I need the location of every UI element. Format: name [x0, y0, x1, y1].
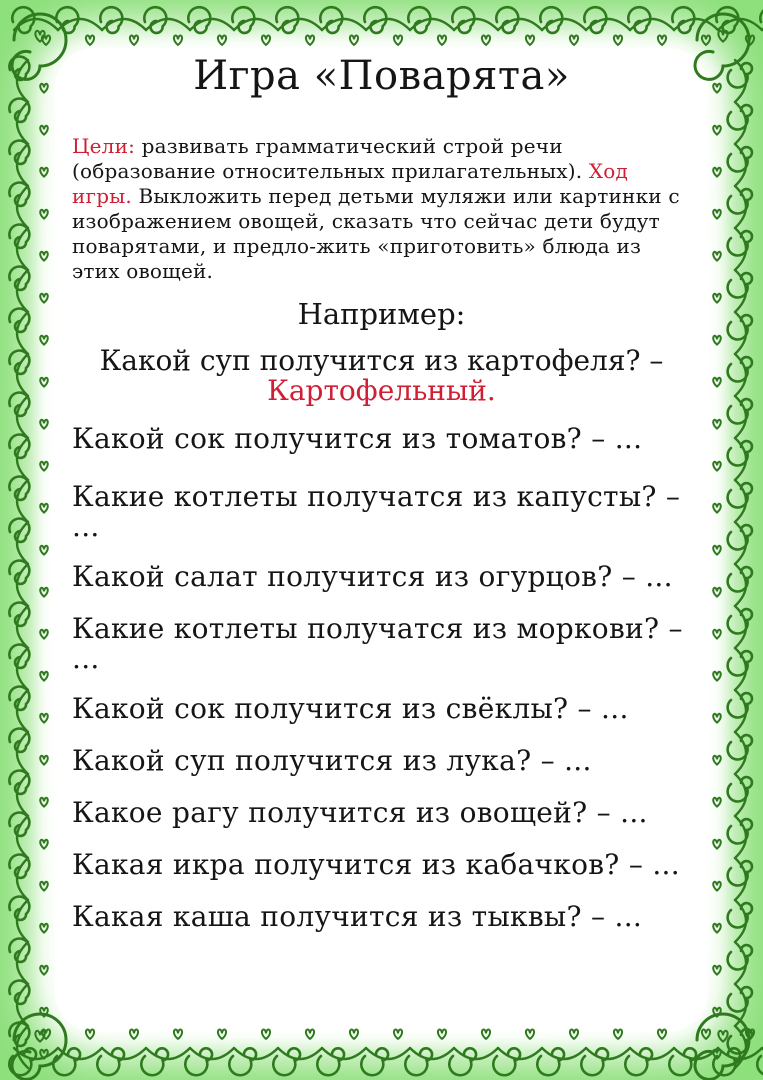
title-text: Игра «Поварята» [193, 53, 570, 99]
question-item: Какой сок получится из томатов? – ... [72, 422, 643, 455]
goals-label: Цели: [72, 134, 136, 158]
game-description [72, 134, 692, 284]
question-item: Какая каша получится из тыквы? – ... [72, 900, 643, 933]
question-item: Какие котлеты получатся из капусты? – ... [72, 480, 681, 543]
question-item: Какой суп получится из лука? – ... [72, 744, 592, 777]
question-item: Какое рагу получится из овощей? – ... [72, 796, 648, 829]
example-question [60, 346, 703, 406]
question-item: Какая икра получится из кабачков? – ... [72, 848, 680, 881]
example-heading: Например: [297, 297, 466, 331]
course-text: Выкложить перед детьми муляжи или картинки с изображением овощей, сказать что сейчас дети будут поварятами, и предло-жить «приготовить» блюда из этих овощей. [72, 184, 680, 283]
course-label: Ход игры. [72, 159, 629, 208]
example-question-text: Какой суп получится из картофеля? – [99, 344, 664, 377]
goals-text: развивать грамматический строй речи (образование относительных прилагательных). [72, 134, 583, 183]
question-item: Какой сок получится из свёклы? – ... [72, 692, 629, 725]
page-title [0, 50, 763, 102]
question-item: Какие котлеты получатся из моркови? – ... [72, 612, 683, 675]
example-answer: Картофельный. [267, 374, 496, 407]
question-item: Какой салат получится из огурцов? – ... [72, 560, 673, 593]
